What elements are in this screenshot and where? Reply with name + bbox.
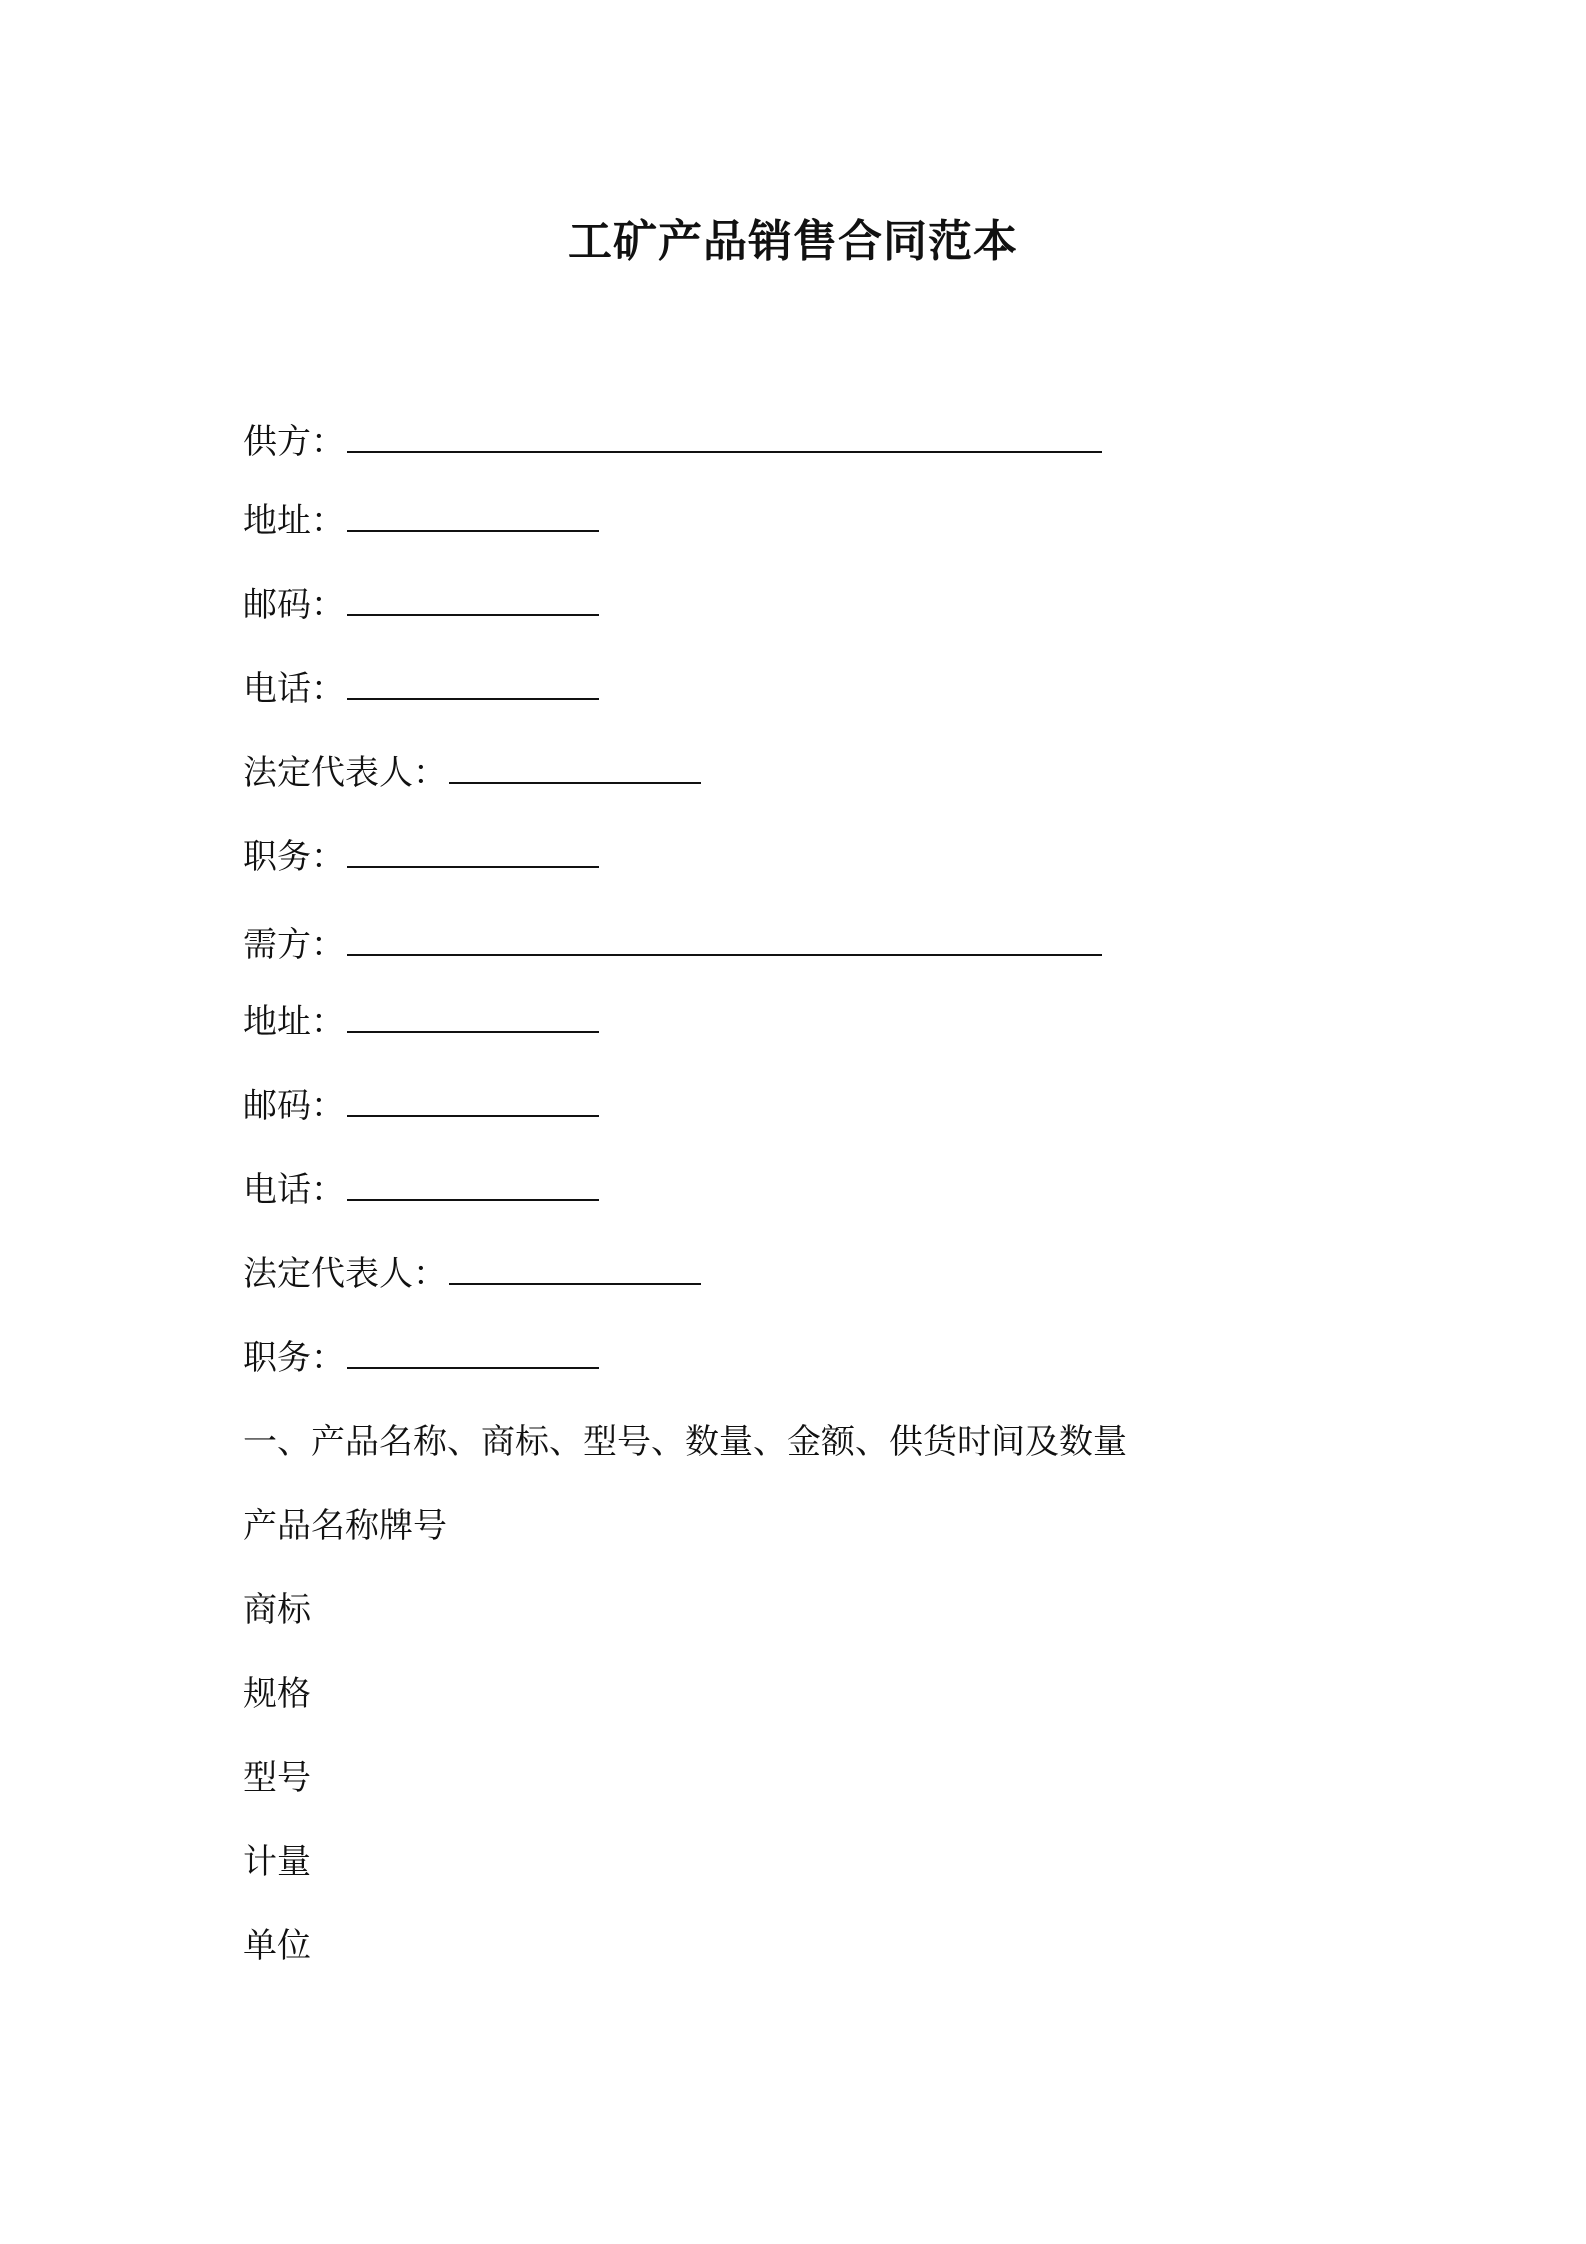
buyer-address-blank[interactable] — [347, 1001, 599, 1033]
supplier-position-label: 职务： — [243, 837, 345, 877]
section1-item-unit: 单位 — [243, 1926, 311, 1966]
buyer-postcode-blank[interactable] — [347, 1085, 599, 1117]
buyer-legal-rep-label: 法定代表人： — [243, 1254, 447, 1294]
supplier-phone-blank[interactable] — [347, 668, 599, 700]
supplier-party-blank[interactable] — [347, 421, 1102, 453]
buyer-position-line — [243, 1334, 599, 1382]
buyer-postcode-label: 邮码： — [243, 1086, 345, 1126]
supplier-phone-label: 电话： — [243, 669, 345, 709]
supplier-postcode-label: 邮码： — [243, 585, 345, 625]
supplier-party-label: 供方： — [243, 422, 345, 462]
supplier-legal-rep-blank[interactable] — [449, 752, 701, 784]
section1-heading: 一、产品名称、商标、型号、数量、金额、供货时间及数量 — [243, 1422, 1127, 1462]
section1-item-spec: 规格 — [243, 1674, 311, 1714]
section1-item-trademark: 商标 — [243, 1590, 311, 1630]
supplier-position-line — [243, 833, 599, 881]
buyer-phone-line — [243, 1166, 599, 1214]
supplier-postcode-blank[interactable] — [347, 584, 599, 616]
supplier-position-blank[interactable] — [347, 836, 599, 868]
supplier-legal-rep-label: 法定代表人： — [243, 753, 447, 793]
buyer-address-label: 地址： — [243, 1002, 345, 1042]
supplier-address-label: 地址： — [243, 501, 345, 541]
supplier-address-blank[interactable] — [347, 500, 599, 532]
section1-item-measure: 计量 — [243, 1842, 311, 1882]
buyer-party-blank[interactable] — [347, 924, 1102, 956]
buyer-phone-blank[interactable] — [347, 1169, 599, 1201]
buyer-party-line — [243, 921, 1102, 969]
buyer-party-label: 需方： — [243, 925, 345, 965]
buyer-postcode-line — [243, 1082, 599, 1130]
buyer-position-blank[interactable] — [347, 1337, 599, 1369]
buyer-legal-rep-line — [243, 1250, 701, 1298]
buyer-address-line — [243, 998, 599, 1046]
supplier-phone-line — [243, 665, 599, 713]
buyer-position-label: 职务： — [243, 1338, 345, 1378]
section1-item-model: 型号 — [243, 1758, 311, 1798]
supplier-legal-rep-line — [243, 749, 701, 797]
document-title: 工矿产品销售合同范本 — [568, 216, 1018, 267]
supplier-address-line — [243, 497, 599, 545]
buyer-phone-label: 电话： — [243, 1170, 345, 1210]
supplier-postcode-line — [243, 581, 599, 629]
supplier-party-line — [243, 418, 1102, 466]
section1-item-product-name: 产品名称牌号 — [243, 1506, 447, 1546]
buyer-legal-rep-blank[interactable] — [449, 1253, 701, 1285]
